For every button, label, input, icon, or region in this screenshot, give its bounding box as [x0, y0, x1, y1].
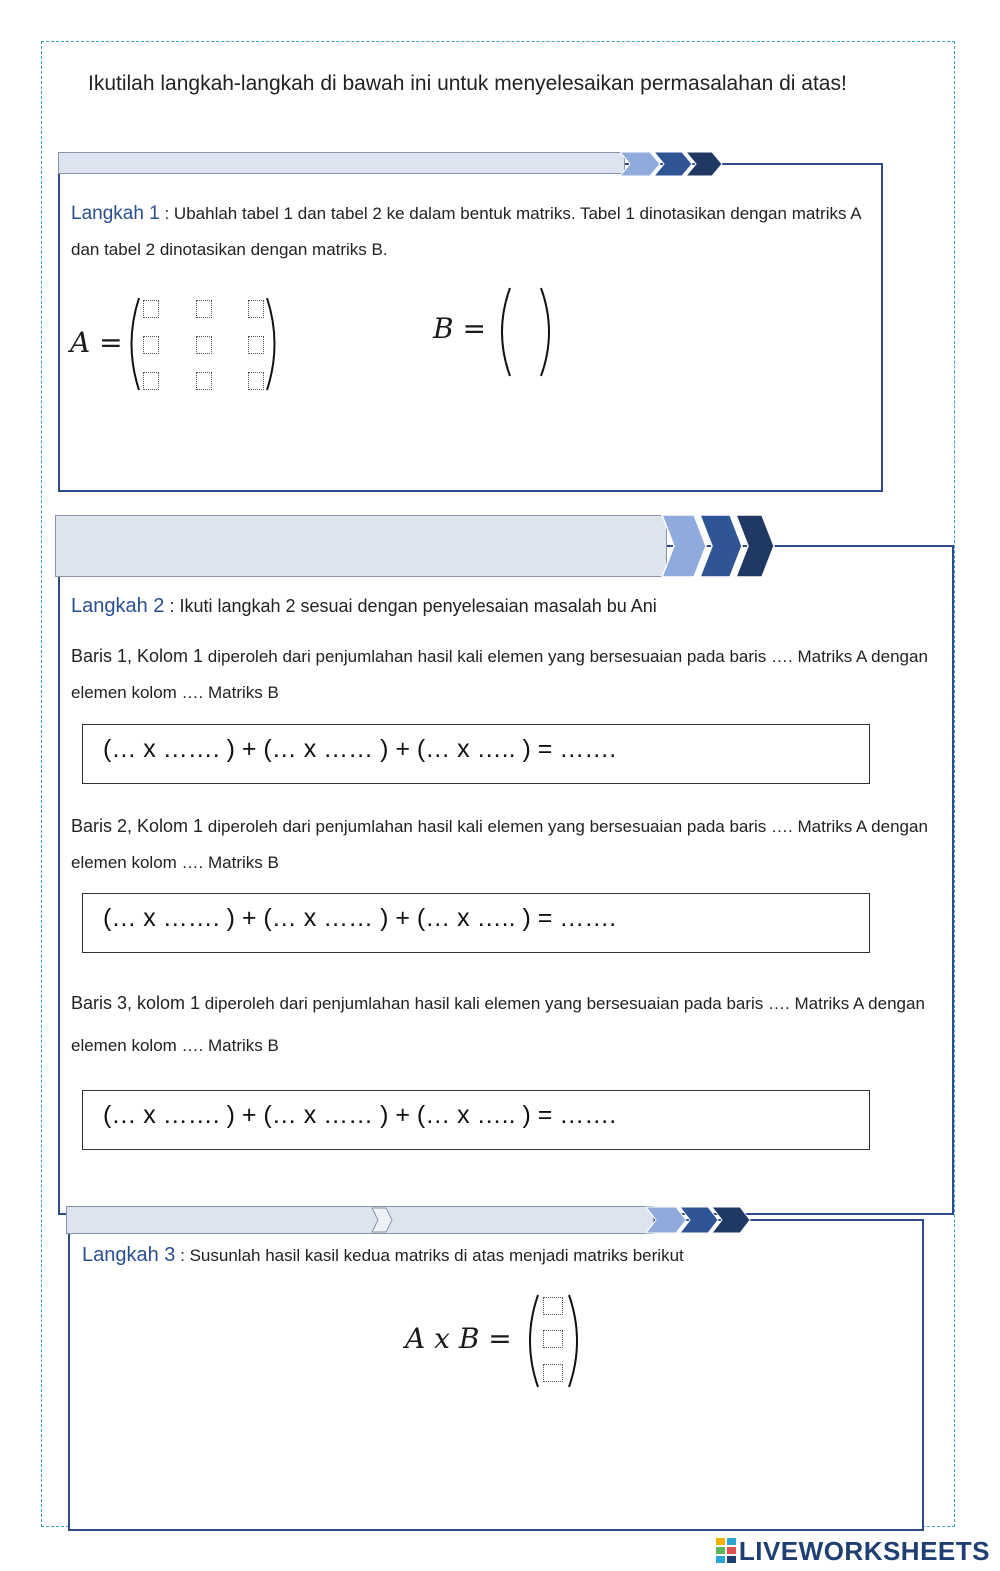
product-right-paren — [566, 1293, 586, 1389]
liveworksheets-logo — [716, 1536, 990, 1567]
step3-separator: : — [175, 1246, 190, 1265]
step1-ribbon — [58, 152, 625, 174]
product-label: A x B = — [405, 1322, 512, 1355]
matrix-b-input[interactable] — [515, 292, 539, 372]
matrix-a-cell[interactable] — [248, 300, 264, 318]
step1-text: Ubahlah tabel 1 dan tabel 2 ke dalam bentuk matriks. Tabel 1 dinotasikan dengan matriks A dan tabel 2 dinotasikan dengan matriks B. — [71, 204, 861, 259]
step3-text: Susunlah hasil kasil kedua matriks di atas menjadi matriks berikut — [189, 1246, 684, 1265]
row3-equation-box[interactable] — [82, 1090, 870, 1150]
step1-separator: : — [159, 204, 174, 223]
row3-equation: (… x ……. ) + (… x …… ) + (… x ….. ) = ……. — [103, 1101, 617, 1129]
row2-paragraph — [71, 808, 941, 881]
step1-chevrons — [620, 150, 730, 178]
matrix-a-cell[interactable] — [196, 372, 212, 390]
step2-title — [71, 595, 657, 618]
row1-equation: (… x ……. ) + (… x …… ) + (… x ….. ) = ……. — [103, 735, 617, 763]
step3-ribbon — [66, 1206, 654, 1234]
row2-head: Baris 2, Kolom 1 — [71, 816, 204, 836]
step3-chevrons — [646, 1205, 756, 1235]
step3-small-chevron — [370, 1206, 394, 1234]
step1-label: Langkah 1 — [71, 203, 160, 224]
matrix-a-cell[interactable] — [143, 300, 159, 318]
matrix-b-right-paren — [538, 286, 558, 378]
row2-equation-box[interactable] — [82, 893, 870, 953]
matrix-a-cell[interactable] — [196, 300, 212, 318]
intro-instruction: Ikutilah langkah-langkah di bawah ini untuk menyelesaikan permasalahan di atas! — [88, 72, 847, 95]
matrix-a-left-paren — [124, 296, 142, 392]
logo-icon — [716, 1538, 736, 1564]
step2-ribbon — [55, 515, 667, 577]
row1-equation-box[interactable] — [82, 724, 870, 784]
row3-paragraph — [71, 982, 941, 1067]
row1-text: diperoleh dari penjumlahan hasil kali elemen yang bersesuaian pada baris …. Matriks A dengan elemen kolom …. Matriks B — [71, 647, 928, 702]
matrix-a-cell[interactable] — [143, 336, 159, 354]
row2-text: diperoleh dari penjumlahan hasil kali elemen yang bersesuaian pada baris …. Matriks A dengan elemen kolom …. Matriks B — [71, 817, 928, 872]
step3-title — [82, 1244, 684, 1267]
matrix-a-right-paren — [264, 296, 282, 392]
logo-text: LIVEWORKSHEETS — [738, 1536, 990, 1566]
step2-text: Ikuti langkah 2 sesuai dengan penyelesaian masalah bu Ani — [179, 596, 657, 616]
row1-paragraph — [71, 638, 941, 711]
matrix-b-label: B = — [433, 312, 486, 345]
chevron-light-icon — [662, 515, 706, 577]
row2-equation: (… x ……. ) + (… x …… ) + (… x ….. ) = ……. — [103, 904, 617, 932]
row1-head: Baris 1, Kolom 1 — [71, 646, 204, 666]
matrix-a-cell[interactable] — [248, 336, 264, 354]
row3-text: diperoleh dari penjumlahan hasil kali elemen yang bersesuaian pada baris …. Matriks A dengan elemen kolom …. Matriks B — [71, 994, 925, 1055]
step2-label: Langkah 2 — [71, 595, 165, 617]
product-cell[interactable] — [543, 1364, 563, 1382]
product-left-paren — [521, 1293, 541, 1389]
product-cell[interactable] — [543, 1330, 563, 1348]
row3-head: Baris 3, kolom 1 — [71, 993, 201, 1013]
matrix-a-cell[interactable] — [248, 372, 264, 390]
chevron-light-icon — [620, 152, 660, 176]
chevron-light-icon — [646, 1207, 686, 1233]
step2-separator: : — [164, 596, 180, 616]
step2-chevrons — [660, 513, 780, 579]
step1-paragraph — [71, 196, 871, 268]
matrix-a-label: A = — [70, 326, 123, 359]
matrix-b-left-paren — [493, 286, 513, 378]
step3-label: Langkah 3 — [82, 1244, 176, 1266]
matrix-a-cell[interactable] — [196, 336, 212, 354]
product-cell[interactable] — [543, 1297, 563, 1315]
chevron-outline-icon — [372, 1208, 392, 1232]
matrix-a-cell[interactable] — [143, 372, 159, 390]
